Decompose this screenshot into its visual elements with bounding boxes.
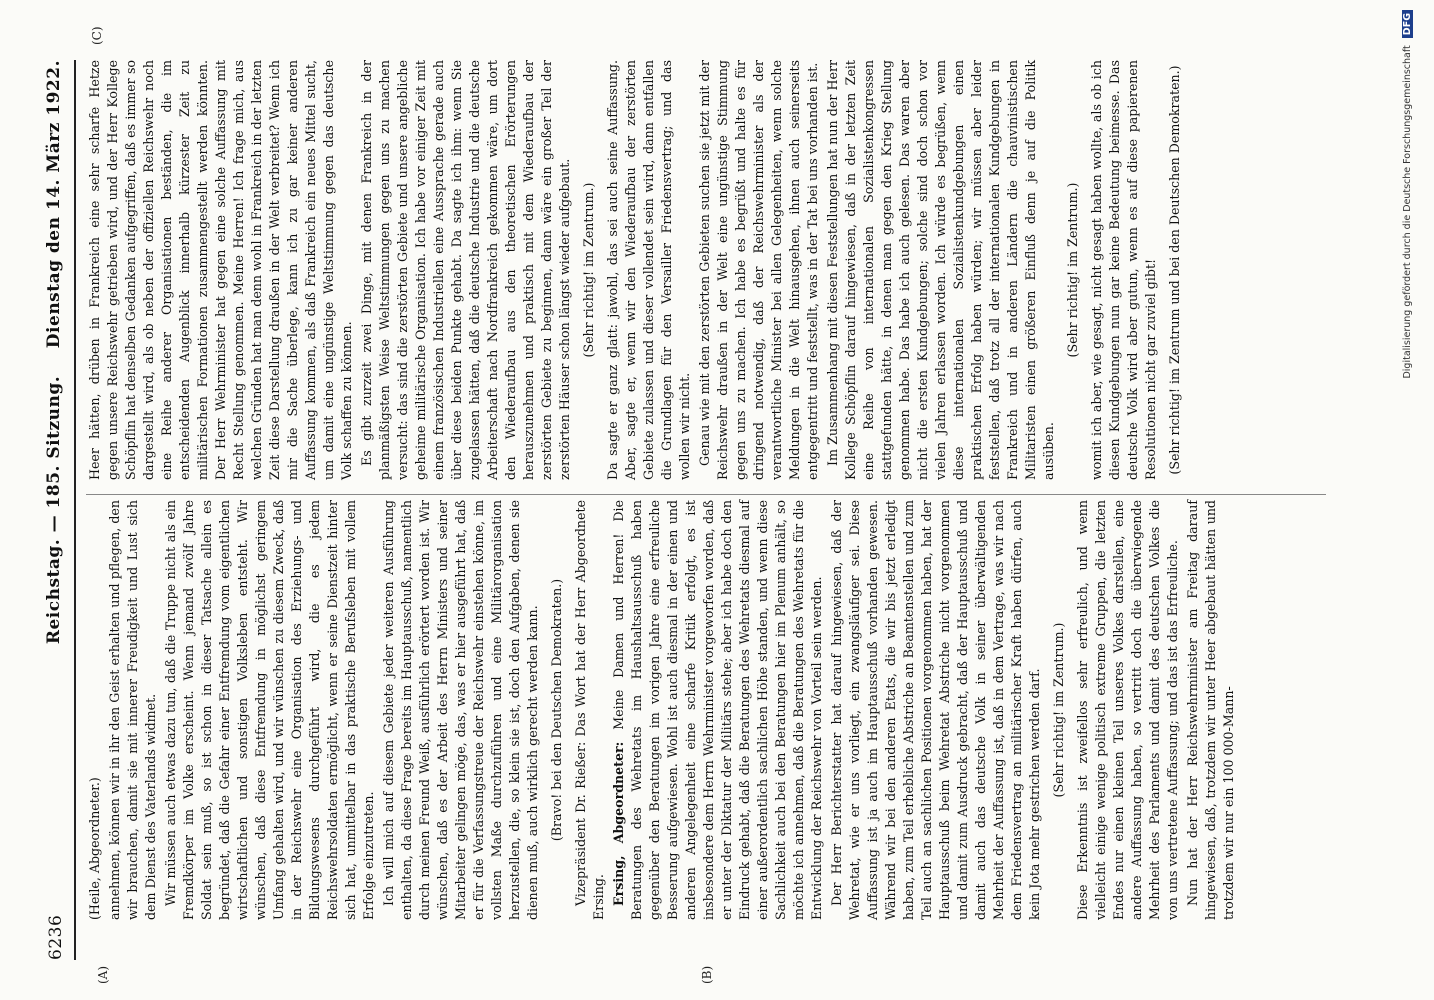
speaker-name: Ersing, Abgeordneter: <box>611 741 626 906</box>
right-column <box>86 60 1190 480</box>
paragraph: Es gibt zurzeit zwei Dinge, mit denen Frankreich in der planmäßigsten Weise Weltstimmungen gegen uns zu machen versucht: das sind die zerstörten Gebiete und unsere angebliche geheime militärische Organisation. Ich habe vor einiger Zeit mit einem französischen Industriellen eine Aussprache gerade auch über diese beiden Punkte gehabt. Da sagte ich ihm: wenn Sie zugelassen hätten, daß die deutsche Industrie und die deutsche Arbeiterschaft nach Nordfrankreich gekommen wäre, um dort den Wiederaufbau aus den theoretischen Erörterungen herauszunehmen und praktisch mit dem Wiederaufbau der zerstörten Gebiete zu beginnen, dann wäre ein großer Teil der zerstörten Häuser schon längst wieder aufgebaut. <box>359 60 572 480</box>
interjection: (Sehr richtig! im Zentrum und bei den Deutschen Demokraten.) <box>1167 65 1182 475</box>
interjection: (Sehr richtig! im Zentrum.) <box>1065 182 1080 358</box>
session-title: Reichstag. — 185. Sitzung. <box>44 375 64 645</box>
paragraph: Diese Erkenntnis ist zweifellos sehr erfreulich, und wenn vielleicht einige wenige politisch extreme Gruppen, die letzten Endes nur einen kleinen Teil unseres Volkes darstellen, eine andere Auffassung haben, so vertritt doch die überwiegende Mehrheit des Parlaments und damit des deutschen Volkes die von uns vertretene Auffassung; und das ist das Erfreuliche. <box>1075 500 1180 920</box>
left-column <box>86 500 1240 920</box>
paragraph: Ich will mich auf diesem Gebiete jeder weiteren Ausführung enthalten, da diese Frage bereits im Hauptausschuß, namentlich durch meinen Freund Weiß, ausführlich erörtert worden ist. Wir wünschen, daß es der Arbeit des Herrn Ministers und seiner Mitarbeiter gelingen möge, das, was er hier ausgeführt hat, daß er für die Verfassungstreue der Reichswehr einstehen könne, im vollsten Maße durchzuführen und eine Militärorganisation herzustellen, die, so klein sie ist, doch den Aufgaben, denen sie dienen muß, auch wirklich gerecht werden kann. <box>381 500 540 920</box>
margin-marker-a: (A) <box>96 965 110 984</box>
session-date: Dienstag den 14. März 1922. <box>44 60 64 349</box>
paragraph: Heer hätten, drüben in Frankreich eine sehr scharfe Hetze gegen unsere Reichswehr getrieben wird, und der Herr Kollege Schöpflin hat denselben Gedanken aufgegriffen, daß es immer so dargestellt wird, als ob neben der offiziellen Reichswehr noch eine Reihe anderer Organisationen beständen, die im entscheidenden Augenblick innerhalb kürzester Zeit zu militärischen Formationen zusammengestellt werden könnten. Der Herr Wehrminister hat gegen eine solche Auffassung mit Recht Stellung genommen. Meine Herren! Ich frage mich, aus welchen Gründen hat man denn wohl in Frankreich in der letzten Zeit diese Darstellung draußen in der Welt verbreitet? Wenn ich mir die Sache überlege, kann ich zu gar keiner anderen Auffassung kommen, als daß Frankreich ein neues Mittel sucht, um damit eine ungünstige Weltstimmung gegen das deutsche Volk schaffen zu können. <box>87 60 354 480</box>
president-remark: Vizepräsident Dr. Rießer: Das Wort hat der Herr Abgeordnete Ersing. <box>573 500 606 920</box>
margin-marker-b: (B) <box>700 965 714 984</box>
column-divider <box>86 494 1326 495</box>
interjection: (Sehr richtig! im Zentrum.) <box>1051 622 1066 798</box>
margin-marker-c: (C) <box>90 26 104 45</box>
speaker-tag: (Heile, Abgeordneter.) <box>87 777 102 920</box>
paragraph: Meine Damen und Herren! Die Beratungen des Wehretats im Haushaltsausschuß haben gegenüber den Beratungen im vorigen Jahre eine erfreuliche Besserung aufgewiesen. Wohl ist auch diesmal in der einen und anderen Angelegenheit eine scharfe Kritik erfolgt, es ist insbesondere dem Herrn Wehrminister vorgeworfen worden, daß er unter der Diktatur der Militärs stehe; aber ich habe doch den Eindruck gehabt, daß die Beratungen des Wehretats diesmal auf einer außerordentlich sachlichen Höhe standen, und wenn diese Sachlichkeit auch bei den Beratungen hier im Plenum anhält, so möchte ich annehmen, daß die Beratungen des Wehretats für die Entwicklung der Reichswehr von Vorteil sein werden. <box>611 500 824 920</box>
paragraph: womit ich aber, wie gesagt, nicht gesagt haben wollte, als ob ich diesen Kundgebungen nun gar keine Bedeutung beimesse. Das deutsche Volk wird aber gutun, wenn es auf diese papierenen Resolutionen nicht gar zuviel gibt! <box>1089 60 1158 480</box>
dfg-logo: DFG <box>1402 10 1413 38</box>
applause-note: (Bravo! bei den Deutschen Demokraten.) <box>549 578 564 842</box>
paragraph: Der Herr Berichterstatter hat darauf hingewiesen, daß der Wehretat, wie er uns vorliegt, ein zwangsläufiger sei. Diese Auffassung ist ja auch im Hauptausschuß vorhanden gewesen. Während wir bei den anderen Etats, die wir bis jetzt erledigt haben, zum Teil erhebliche Abstriche an Beamtenstellen und zum Teil auch an sachlichen Positionen vorgenommen haben, hat der Hauptausschuß beim Wehretat Abstriche nicht vorgenommen und damit zum Ausdruck gebracht, daß der Hauptausschuß und damit auch das deutsche Volk in seiner überwältigenden Mehrheit der Auffassung ist, daß in dem Vertrage, was wir nach dem Friedensvertrag an militärischer Kraft haben dürfen, auch kein Jota mehr gestrichen werden darf. <box>829 500 1042 920</box>
interjection: (Sehr richtig! im Zentrum.) <box>581 182 596 358</box>
page-number: 6236 <box>46 914 66 960</box>
paragraph: Genau wie mit den zerstörten Gebieten suchen sie jetzt mit der Reichswehr draußen in der Welt eine ungünstige Stimmung gegen uns zu machen. Ich habe es begrüßt und halte es für dringend notwendig, daß der Reichswehrminister als der verantwortliche Minister bei allen Gelegenheiten, wenn solche Meldungen in die Welt hinausgehen, ihnen auch seinerseits entgegentritt und feststellt, was in der Tat bei uns vorhanden ist. <box>697 60 820 480</box>
paragraph: annehmen, können wir in ihr den Geist erhalten und pflegen, den wir brauchen, damit sie mit innerer Freudigkeit und Lust sich dem Dienst des Vaterlands widmet. <box>107 500 158 920</box>
paragraph: Im Zusammenhang mit diesen Feststellungen hat nun der Herr Kollege Schöpflin darauf hingewiesen, daß in der letzten Zeit eine Reihe von internationalen Sozialistenkongressen stattgefunden hätte, in denen man gegen den Krieg Stellung genommen habe. Das habe ich auch gelesen. Das waren aber nicht die ersten Kundgebungen; solche sind doch schon vor vielen Jahren erlassen worden. Ich würde es begrüßen, wenn diese internationalen Sozialistenkundgebungen einen praktischen Erfolg haben würden; wir müssen aber leider feststellen, daß trotz all der internationalen Kundgebungen in Frankreich und in anderen Ländern die chauvinistischen Militaristen einen größeren Einfluß denn je auf die Politik ausüben. <box>825 60 1056 480</box>
digitization-credit <box>1402 10 1413 710</box>
digitization-text: Digitalisierung gefördert durch die Deutsche Forschungsgemeinschaft <box>1402 45 1413 379</box>
paragraph: Wir müssen auch etwas dazu tun, daß die Truppe nicht als ein Fremdkörper im Volke erscheint. Wenn jemand zwölf Jahre Soldat sein muß, so ist schon in dieser Tatsache allein es begründet, daß die Gefahr einer Entfremdung vom eigentlichen wirtschaftlichen und sonstigen Volksleben entsteht. Wir wünschen, daß diese Entfremdung in möglichst geringem Umfang gehalten wird, und wir wünschen zu diesem Zweck, daß in der Reichswehr eine Organisation des Erziehungs- und Bildungswesens durchgeführt wird, die es jedem Reichswehrsoldaten ermöglicht, wenn er seine Dienstzeit hinter sich hat, unmittelbar in das praktische Berufsleben mit vollem Erfolge einzutreten. <box>163 500 376 920</box>
paragraph: Nun hat der Herr Reichswehrminister am Freitag darauf hingewiesen, daß, trotzdem wir unter Heer abgebaut hätten und trotzdem wir nur ein 100 000-Mann- <box>1185 500 1236 920</box>
page-header <box>40 60 76 960</box>
paragraph: Da sagte er ganz glatt: jawohl, das sei auch seine Auffassung. Aber, sagte er, wenn wir den Wiederaufbau der zerstörten Gebiete zulassen und dieser vollendet sein wird, dann entfallen die Grundlagen für den Versailler Friedensvertrag; und das wollen wir nicht. <box>605 60 692 480</box>
